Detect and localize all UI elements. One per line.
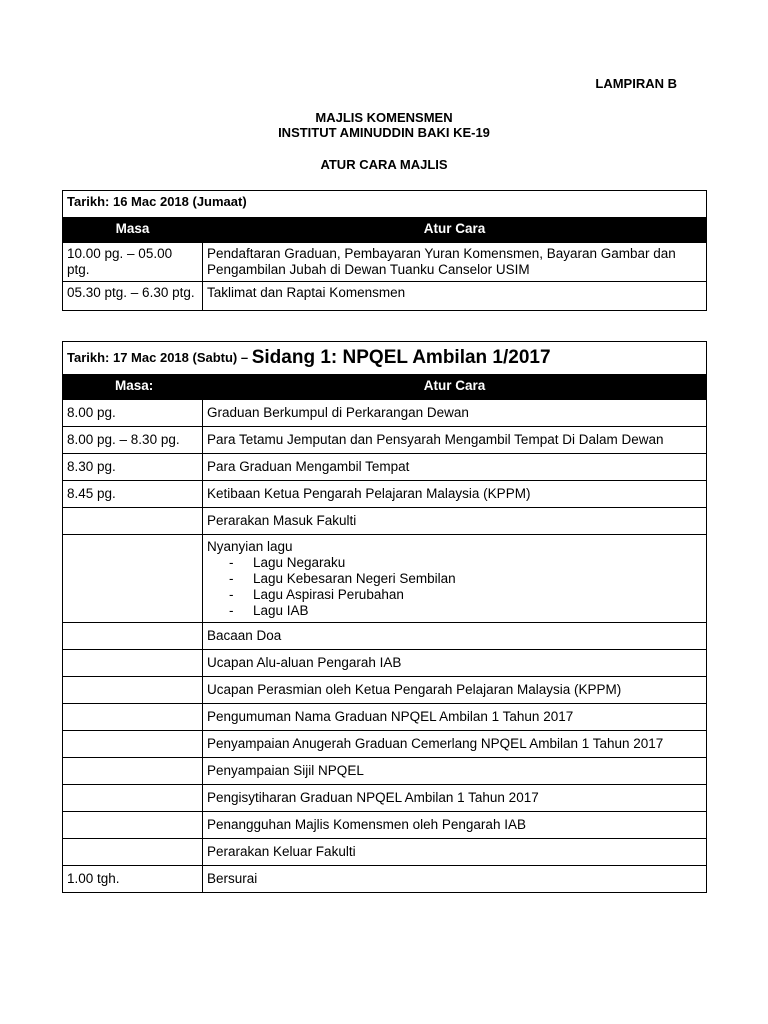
date-heading: Tarikh: 16 Mac 2018 (Jumaat) xyxy=(63,191,707,218)
time-cell: 10.00 pg. – 05.00 ptg. xyxy=(63,243,203,282)
table-row xyxy=(63,650,707,677)
time-cell: 8.00 pg. – 8.30 pg. xyxy=(63,427,203,454)
day2-rows xyxy=(63,400,707,893)
programme-item-cell: Pengisytiharan Graduan NPQEL Ambilan 1 Tahun 2017 xyxy=(203,785,707,812)
time-cell xyxy=(63,650,203,677)
time-cell xyxy=(63,812,203,839)
programme-title: ATUR CARA MAJLIS xyxy=(320,157,448,172)
column-header-row xyxy=(63,218,707,243)
time-cell xyxy=(63,508,203,535)
event-title: MAJLIS KOMENSMEN xyxy=(315,110,453,125)
time-cell: 8.00 pg. xyxy=(63,400,203,427)
time-cell xyxy=(63,535,203,623)
song-item xyxy=(229,555,702,571)
programme-item-cell: Pengumuman Nama Graduan NPQEL Ambilan 1 Tahun 2017 xyxy=(203,704,707,731)
time-cell xyxy=(63,677,203,704)
date-heading xyxy=(63,342,707,375)
table-row xyxy=(63,400,707,427)
date-header-row xyxy=(63,342,707,375)
programme-item-cell: Para Tetamu Jemputan dan Pensyarah Mengambil Tempat Di Dalam Dewan xyxy=(203,427,707,454)
date-header-row xyxy=(63,191,707,218)
table-row xyxy=(63,785,707,812)
time-cell xyxy=(63,731,203,758)
programme-item-cell: Ucapan Perasmian oleh Ketua Pengarah Pelajaran Malaysia (KPPM) xyxy=(203,677,707,704)
table-row xyxy=(63,535,707,623)
table-row xyxy=(63,704,707,731)
date-text: Tarikh: 17 Mac 2018 (Sabtu) – xyxy=(67,350,249,365)
table-row xyxy=(63,508,707,535)
schedule-table-day1 xyxy=(62,190,707,311)
programme-item-cell xyxy=(203,535,707,623)
programme-item-cell: Graduan Berkumpul di Perkarangan Dewan xyxy=(203,400,707,427)
column-header-row xyxy=(63,375,707,400)
programme-item-text: Nyanyian lagu xyxy=(207,539,293,554)
time-cell xyxy=(63,758,203,785)
programme-item-cell: Ucapan Alu-aluan Pengarah IAB xyxy=(203,650,707,677)
document-titles xyxy=(0,110,768,172)
programme-item-cell: Bersurai xyxy=(203,866,707,893)
table-row xyxy=(63,243,707,282)
programme-item-cell: Perarakan Masuk Fakulti xyxy=(203,508,707,535)
song-list xyxy=(207,555,702,619)
table-row xyxy=(63,812,707,839)
table-row xyxy=(63,427,707,454)
time-cell xyxy=(63,623,203,650)
time-cell: 05.30 ptg. – 6.30 ptg. xyxy=(63,282,203,311)
table-row xyxy=(63,677,707,704)
programme-item-cell: Penyampaian Sijil NPQEL xyxy=(203,758,707,785)
institute-title: INSTITUT AMINUDDIN BAKI KE-19 xyxy=(278,125,490,140)
table-row xyxy=(63,623,707,650)
session-title: Sidang 1: NPQEL Ambilan 1/2017 xyxy=(251,347,551,368)
column-header-atur-cara: Atur Cara xyxy=(203,218,707,243)
programme-item-cell: Para Graduan Mengambil Tempat xyxy=(203,454,707,481)
schedule-table-day2 xyxy=(62,341,707,893)
time-cell: 8.45 pg. xyxy=(63,481,203,508)
programme-item-cell: Perarakan Keluar Fakulti xyxy=(203,839,707,866)
table-row xyxy=(63,481,707,508)
song-title: Lagu IAB xyxy=(253,603,309,618)
song-item xyxy=(229,571,702,587)
programme-item-cell: Bacaan Doa xyxy=(203,623,707,650)
table-row xyxy=(63,839,707,866)
song-item xyxy=(229,587,702,603)
column-header-masa: Masa xyxy=(63,218,203,243)
song-title: Lagu Kebesaran Negeri Sembilan xyxy=(253,571,456,586)
time-cell: 8.30 pg. xyxy=(63,454,203,481)
table-row xyxy=(63,282,707,311)
day1-rows xyxy=(63,243,707,311)
time-cell xyxy=(63,785,203,812)
programme-item-cell: Penangguhan Majlis Komensmen oleh Pengarah IAB xyxy=(203,812,707,839)
programme-item-cell: Pendaftaran Graduan, Pembayaran Yuran Komensmen, Bayaran Gambar dan Pengambilan Jubah di Dewan Tuanku Canselor USIM xyxy=(203,243,707,282)
song-title: Lagu Negaraku xyxy=(253,555,346,570)
table-row xyxy=(63,866,707,893)
column-header-masa: Masa: xyxy=(63,375,203,400)
song-title: Lagu Aspirasi Perubahan xyxy=(253,587,404,602)
table-row xyxy=(63,731,707,758)
time-cell xyxy=(63,704,203,731)
time-cell xyxy=(63,839,203,866)
appendix-label: LAMPIRAN B xyxy=(595,76,677,91)
column-header-atur-cara: Atur Cara xyxy=(203,375,707,400)
table-row xyxy=(63,454,707,481)
programme-item-cell: Taklimat dan Raptai Komensmen xyxy=(203,282,707,311)
programme-item-cell: Ketibaan Ketua Pengarah Pelajaran Malaysia (KPPM) xyxy=(203,481,707,508)
table-row xyxy=(63,758,707,785)
song-item xyxy=(229,603,702,619)
time-cell: 1.00 tgh. xyxy=(63,866,203,893)
programme-item-cell: Penyampaian Anugerah Graduan Cemerlang NPQEL Ambilan 1 Tahun 2017 xyxy=(203,731,707,758)
